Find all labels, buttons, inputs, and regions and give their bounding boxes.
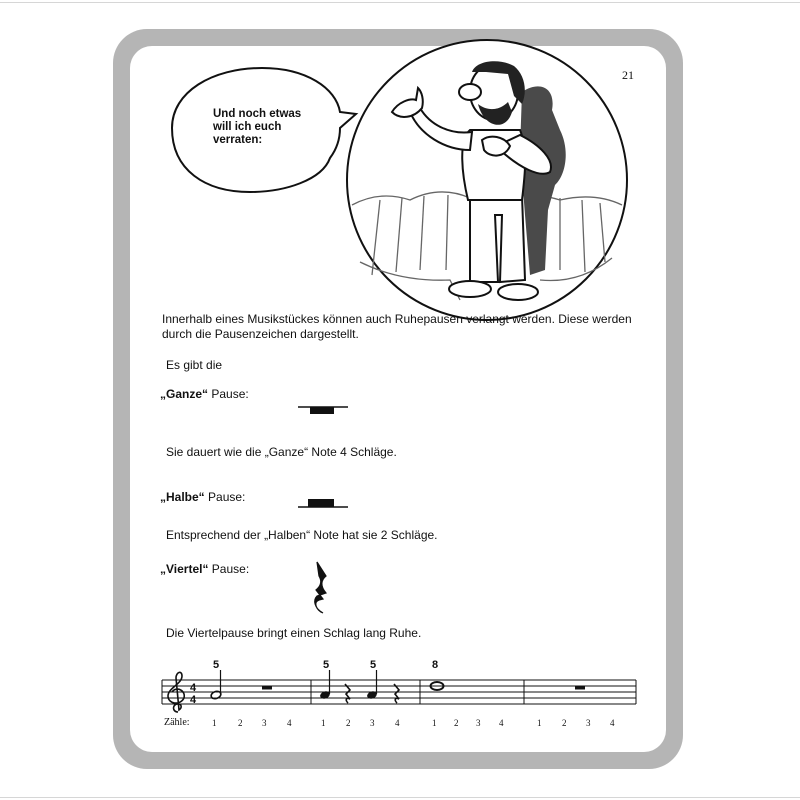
count-9: 1: [432, 718, 437, 728]
halbe-name: „Halbe“: [160, 490, 205, 504]
time-signature-top: 4: [190, 682, 197, 694]
count-label: Zähle:: [164, 717, 190, 728]
count-16: 4: [610, 718, 615, 728]
quarter-rest-m2-a: [345, 684, 350, 703]
es-gibt-die: Es gibt die: [166, 358, 223, 372]
viertel-label: Pause:: [208, 562, 250, 576]
page-number: 21: [622, 68, 634, 82]
speech-line-3: verraten:: [213, 134, 263, 146]
fingering-2: 5: [323, 659, 330, 671]
count-4: 4: [287, 718, 292, 728]
bottom-edge-line: [0, 797, 800, 798]
count-14: 2: [562, 718, 567, 728]
count-7: 3: [370, 718, 375, 728]
count-12: 4: [499, 718, 504, 728]
fingering-3: 5: [370, 659, 377, 671]
viertel-name: „Viertel“: [160, 562, 209, 576]
count-5: 1: [321, 718, 326, 728]
intro-line-1: Innerhalb eines Musikstückes können auch Ruhepausen verlangt werden. Diese werden: [162, 312, 632, 326]
count-2: 2: [238, 718, 243, 728]
halbe-description: Entsprechend der „Halben“ Note hat sie 2 Schläge.: [166, 528, 438, 542]
count-8: 4: [395, 718, 400, 728]
count-10: 2: [454, 718, 459, 728]
ganze-description: Sie dauert wie die „Ganze“ Note 4 Schläge.: [166, 445, 397, 459]
speech-line-1: Und noch etwas: [213, 108, 302, 120]
ganze-label: Pause:: [208, 387, 249, 401]
count-6: 2: [346, 718, 351, 728]
quarter-note-2: [366, 670, 378, 700]
count-11: 3: [476, 718, 481, 728]
count-1: 1: [212, 718, 217, 728]
fingering-4: 8: [432, 659, 439, 671]
ganze-name: „Ganze“: [160, 387, 209, 401]
whole-rest-m4: [575, 686, 585, 690]
fingering-1: 5: [213, 659, 220, 671]
quarter-rest-m2-b: [394, 684, 399, 703]
viertel-description: Die Viertelpause bringt einen Schlag lang Ruhe.: [166, 626, 422, 640]
halbe-label: Pause:: [204, 490, 246, 504]
count-3: 3: [262, 718, 267, 728]
intro-line-2: durch die Pausenzeichen dargestellt.: [162, 327, 359, 341]
speech-line-2: will ich euch: [213, 121, 282, 133]
staff-lines: [162, 680, 636, 704]
count-15: 3: [586, 718, 591, 728]
count-13: 1: [537, 718, 542, 728]
half-rest-m1: [262, 686, 272, 690]
half-note-1: [210, 670, 222, 700]
time-signature-bottom: 4: [190, 694, 197, 706]
quarter-note-1: [319, 670, 331, 700]
